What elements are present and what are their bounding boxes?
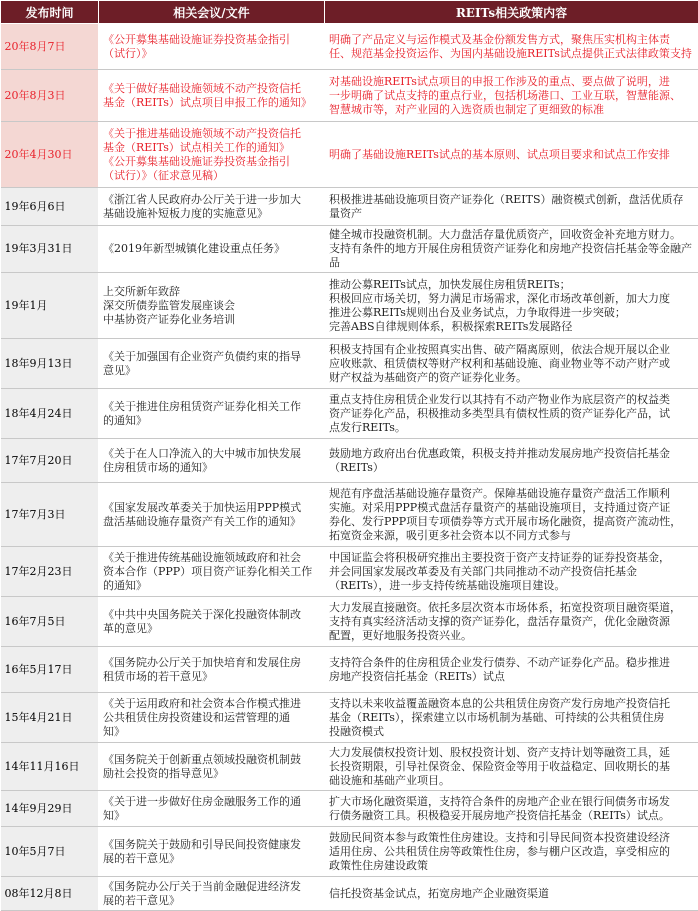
policy-content-cell <box>325 647 698 693</box>
document-line: 《中共中央国务院关于深化投融资体制改 <box>103 608 320 622</box>
document-cell <box>99 122 325 188</box>
policy-content-cell <box>325 827 698 877</box>
policy-content-cell <box>325 693 698 743</box>
policy-content-line: 任、规范基金投资运作、为国内基础设施REITs试点提供正式法律政策支持 <box>329 47 695 61</box>
document-line: 《关于推进传统基础设施领域政府和社会 <box>103 551 320 565</box>
document-line: 知》 <box>103 809 320 823</box>
document-cell <box>99 827 325 877</box>
table-row <box>1 122 698 188</box>
document-line: （试行）》（征求意见稿） <box>103 169 320 183</box>
release-date: 17年7月20日 <box>1 439 99 483</box>
document-line: 《2019年新型城镇化建设重点任务》 <box>103 242 320 256</box>
policy-content-cell <box>325 483 698 547</box>
document-line: （试行）》 <box>103 47 320 61</box>
policy-content-line: 智慧城市等，对产业园的入选资质也制定了更细致的标准 <box>329 103 695 117</box>
document-cell <box>99 188 325 226</box>
policy-content-line: 量资产 <box>329 207 695 221</box>
document-cell <box>99 597 325 647</box>
policy-content-line: 适用住房、公共租赁住房等政策性住房，参与棚户区改造，享受相应的 <box>329 845 695 859</box>
document-line: 意见》 <box>103 364 320 378</box>
document-cell <box>99 877 325 911</box>
policy-content-line: 长投资期限，引导社保资金、保险资金等用于收益稳定、回收期长的基 <box>329 760 695 774</box>
release-date: 14年11月16日 <box>1 743 99 791</box>
policy-content-cell <box>325 547 698 597</box>
policy-content-line: 房地产投资信托基金（REITs）试点 <box>329 670 695 684</box>
document-line: 《浙江省人民政府办公厅关于进一步加大 <box>103 193 320 207</box>
document-cell <box>99 226 325 273</box>
document-cell <box>99 439 325 483</box>
table-row <box>1 24 698 70</box>
document-line: 《国务院关于鼓励和引导民间投资健康发 <box>103 838 320 852</box>
release-date: 20年8月7日 <box>1 24 99 70</box>
document-cell <box>99 743 325 791</box>
table-row <box>1 693 698 743</box>
policy-content-line: 扩大市场化融资渠道，支持符合条件的房地产企业在银行间债务市场发 <box>329 795 695 809</box>
document-line: 公共租赁住房投资建设和运营管理的通 <box>103 711 320 725</box>
document-line: 上交所新年致辞 <box>103 285 320 299</box>
policy-content-line: 中国证监会将积极研究推出主要投资于资产支持证券的证券投资基金， <box>329 551 695 565</box>
document-line: 租赁市场的若干意见》 <box>103 670 320 684</box>
policy-content-cell <box>325 877 698 911</box>
document-line: 住房租赁市场的通知》 <box>103 461 320 475</box>
document-line: 的通知》 <box>103 579 320 593</box>
policy-content-line: 行债务融资工具。积极稳妥开展房地产投资信托基金（REITs）试点。 <box>329 809 695 823</box>
policy-content-cell <box>325 24 698 70</box>
document-line: 《国务院关于创新重点领域投融资机制鼓 <box>103 753 320 767</box>
policy-content-cell <box>325 188 698 226</box>
policy-content-line: 财产权益为基础资产的资产证券化业务。 <box>329 371 695 385</box>
document-line: 《国家发展改革委关于加快运用PPP模式 <box>103 501 320 515</box>
policy-content-line: 鼓励民间资本参与政策性住房建设。支持和引导民间资本投资建设经济 <box>329 831 695 845</box>
policy-content-line: 推动公募REITs试点，加快发展住房租赁REITs； <box>329 278 695 292</box>
table-row <box>1 389 698 439</box>
document-cell <box>99 483 325 547</box>
policy-content-line: 支持有条件的地方开展住房租赁资产证券化和房地产投资信托基金等金融产品 <box>329 242 695 270</box>
document-cell <box>99 339 325 389</box>
document-line: 《关于推进住房租赁资产证券化相关工作 <box>103 400 320 414</box>
policy-content-line: 拓宽资金来源，吸引更多社会资本以不同方式参与 <box>329 529 695 543</box>
document-cell <box>99 647 325 693</box>
policy-content-cell <box>325 339 698 389</box>
table-row <box>1 70 698 122</box>
policy-content-line: 础设施和基础产业项目。 <box>329 774 695 788</box>
document-line: 革的意见》 <box>103 622 320 636</box>
document-line: 《关于推进基础设施领域不动产投资信托 <box>103 127 320 141</box>
policy-content-cell <box>325 122 698 188</box>
document-line: 《公开募集基础设施证券投资基金指引 <box>103 155 320 169</box>
policy-content-line: 鼓励地方政府出台优惠政策，积极支持并推动发展房地产投资信托基金 <box>329 447 695 461</box>
policy-content-line: （REITs），进一步支持传统基础设施项目建设。 <box>329 579 695 593</box>
table-row <box>1 597 698 647</box>
policy-content-line: 支持以未来收益覆盖融资本息的公共租赁住房资产发行房地产投资信托 <box>329 697 695 711</box>
policy-content-line: 规范有序盘活基础设施存量资产。保障基础设施存量资产盘活工作顺利 <box>329 487 695 501</box>
table-row <box>1 439 698 483</box>
table-row <box>1 188 698 226</box>
table-row <box>1 877 698 911</box>
document-cell <box>99 693 325 743</box>
document-line: 盘活基础设施存量资产有关工作的通知》 <box>103 515 320 529</box>
policy-content-line: 支持符合条件的住房租赁企业发行债券、不动产证券化产品。稳步推进 <box>329 656 695 670</box>
policy-content-line: 健全城市投融资机制。大力盘活存量优质资产，回收资金补充地方财力。 <box>329 228 695 242</box>
policy-content-line: 点发行REITs。 <box>329 421 695 435</box>
table-row <box>1 547 698 597</box>
document-line: 深交所债券监管发展座谈会 <box>103 299 320 313</box>
release-date: 19年3月31日 <box>1 226 99 273</box>
policy-content-line: 配置，更好地服务投资兴业。 <box>329 629 695 643</box>
policy-content-line: 并会同国家发展改革委及有关部门共同推动不动产投资信托基金 <box>329 565 695 579</box>
table-row <box>1 226 698 273</box>
release-date: 18年9月13日 <box>1 339 99 389</box>
policy-content-line: 资产证券化产品，积极推动多类型具有债权性质的资产证券化产品，试 <box>329 407 695 421</box>
document-line: 励社会投资的指导意见》 <box>103 767 320 781</box>
policy-content-cell <box>325 597 698 647</box>
document-line: 《国务院办公厅关于当前金融促进经济发 <box>103 880 320 894</box>
table-row <box>1 339 698 389</box>
document-line: 《国务院办公厅关于加快培育和发展住房 <box>103 656 320 670</box>
release-date: 10年5月7日 <box>1 827 99 877</box>
policy-content-cell <box>325 273 698 339</box>
policy-content-line: 积极回应市场关切，努力满足市场需求，深化市场改革创新，加大力度 <box>329 292 695 306</box>
document-cell <box>99 70 325 122</box>
header-content: REITs相关政策内容 <box>325 1 698 24</box>
document-line: 展的若干意见》 <box>103 852 320 866</box>
policy-content-line: 积极支持国有企业按照真实出售、破产隔离原则，依法合规开展以企业 <box>329 343 695 357</box>
document-line: 《关于加强国有企业资产负债约束的指导 <box>103 350 320 364</box>
policy-content-cell <box>325 439 698 483</box>
table-row <box>1 791 698 827</box>
table-row <box>1 483 698 547</box>
document-cell <box>99 24 325 70</box>
release-date: 19年1月 <box>1 273 99 339</box>
policy-content-line: 支持有真实经济活动支撑的资产证券化，盘活存量资产，优化金融资源 <box>329 615 695 629</box>
document-line: 《公开募集基础设施证券投资基金指引 <box>103 33 320 47</box>
policy-content-line: 信托投资基金试点，拓宽房地产企业融资渠道 <box>329 887 695 901</box>
policy-content-line: 大力发展债权投资计划、股权投资计划、资产支持计划等融资工具，延 <box>329 746 695 760</box>
policy-content-line: 推进公募REITs规则出台及业务试点，力争取得进一步突破； <box>329 306 695 320</box>
document-cell <box>99 273 325 339</box>
release-date: 15年4月21日 <box>1 693 99 743</box>
document-cell <box>99 791 325 827</box>
table-row <box>1 647 698 693</box>
policy-content-cell <box>325 791 698 827</box>
table-row <box>1 743 698 791</box>
policy-content-line: 政策性住房建设政策 <box>329 859 695 873</box>
policy-content-line: 实施。对采用PPP模式盘活存量资产的基础设施项目，支持通过资产证 <box>329 501 695 515</box>
document-line: 资本合作（PPP）项目资产证券化相关工作 <box>103 565 320 579</box>
policy-content-line: 对基础设施REITs试点项目的申报工作涉及的重点、要点做了说明，进 <box>329 75 695 89</box>
policy-content-line: 一步明确了试点支持的重点行业，包括机场港口、工业互联，智慧能源、 <box>329 89 695 103</box>
release-date: 20年4月30日 <box>1 122 99 188</box>
document-line: 《关于进一步做好住房金融服务工作的通 <box>103 795 320 809</box>
table-body <box>1 24 698 911</box>
release-date: 16年5月17日 <box>1 647 99 693</box>
policy-content-line: 投融资模式 <box>329 725 695 739</box>
release-date: 16年7月5日 <box>1 597 99 647</box>
release-date: 19年6月6日 <box>1 188 99 226</box>
table-row <box>1 273 698 339</box>
policy-content-line: 大力发展直接融资。依托多层次资本市场体系，拓宽投资项目融资渠道， <box>329 601 695 615</box>
release-date: 08年12月8日 <box>1 877 99 911</box>
document-line: 《关于运用政府和社会资本合作模式推进 <box>103 697 320 711</box>
document-line: 《关于做好基础设施领域不动产投资信托 <box>103 82 320 96</box>
table-row <box>1 827 698 877</box>
release-date: 17年2月23日 <box>1 547 99 597</box>
document-cell <box>99 547 325 597</box>
table-header-row <box>1 1 698 24</box>
policy-content-line: 基金（REITs），探索建立以市场机制为基础、可持续的公共租赁住房 <box>329 711 695 725</box>
header-time: 发布时间 <box>1 1 99 24</box>
document-line: 展的若干意见》 <box>103 894 320 908</box>
release-date: 17年7月3日 <box>1 483 99 547</box>
policy-content-line: （REITs） <box>329 461 695 475</box>
policy-content-cell <box>325 743 698 791</box>
document-line: 中基协资产证券化业务培训 <box>103 313 320 327</box>
policy-content-line: 应收账款、租赁债权等财产权利和基础设施、商业物业等不动产财产或 <box>329 357 695 371</box>
policy-content-line: 重点支持住房租赁企业发行以其持有不动产物业作为底层资产的权益类 <box>329 393 695 407</box>
release-date: 14年9月29日 <box>1 791 99 827</box>
document-line: 基金（REITs）试点相关工作的通知》 <box>103 141 320 155</box>
policy-content-cell <box>325 389 698 439</box>
document-line: 《关于在人口净流入的大中城市加快发展 <box>103 447 320 461</box>
document-line: 知》 <box>103 725 320 739</box>
header-doc: 相关会议/文件 <box>99 1 325 24</box>
document-line: 基础设施补短板力度的实施意见》 <box>103 207 320 221</box>
document-line: 的通知》 <box>103 414 320 428</box>
policy-content-line: 积极推进基础设施项目资产证券化（REITS）融资模式创新，盘活优质存 <box>329 193 695 207</box>
release-date: 20年8月3日 <box>1 70 99 122</box>
release-date: 18年4月24日 <box>1 389 99 439</box>
policy-content-line: 明确了产品定义与运作模式及基金份额发售方式，聚焦压实机构主体责 <box>329 33 695 47</box>
policy-content-line: 券化、发行PPP项目专项债券等方式开展市场化融资，提高资产流动性， <box>329 515 695 529</box>
policy-content-line: 明确了基础设施REITs试点的基本原则、试点项目要求和试点工作安排 <box>329 148 695 162</box>
policy-content-cell <box>325 226 698 273</box>
policy-content-cell <box>325 70 698 122</box>
document-cell <box>99 389 325 439</box>
document-line: 基金（REITs）试点项目申报工作的通知》 <box>103 96 320 110</box>
policy-content-line: 完善ABS自律规则体系，积极探索REITs发展路径 <box>329 320 695 334</box>
